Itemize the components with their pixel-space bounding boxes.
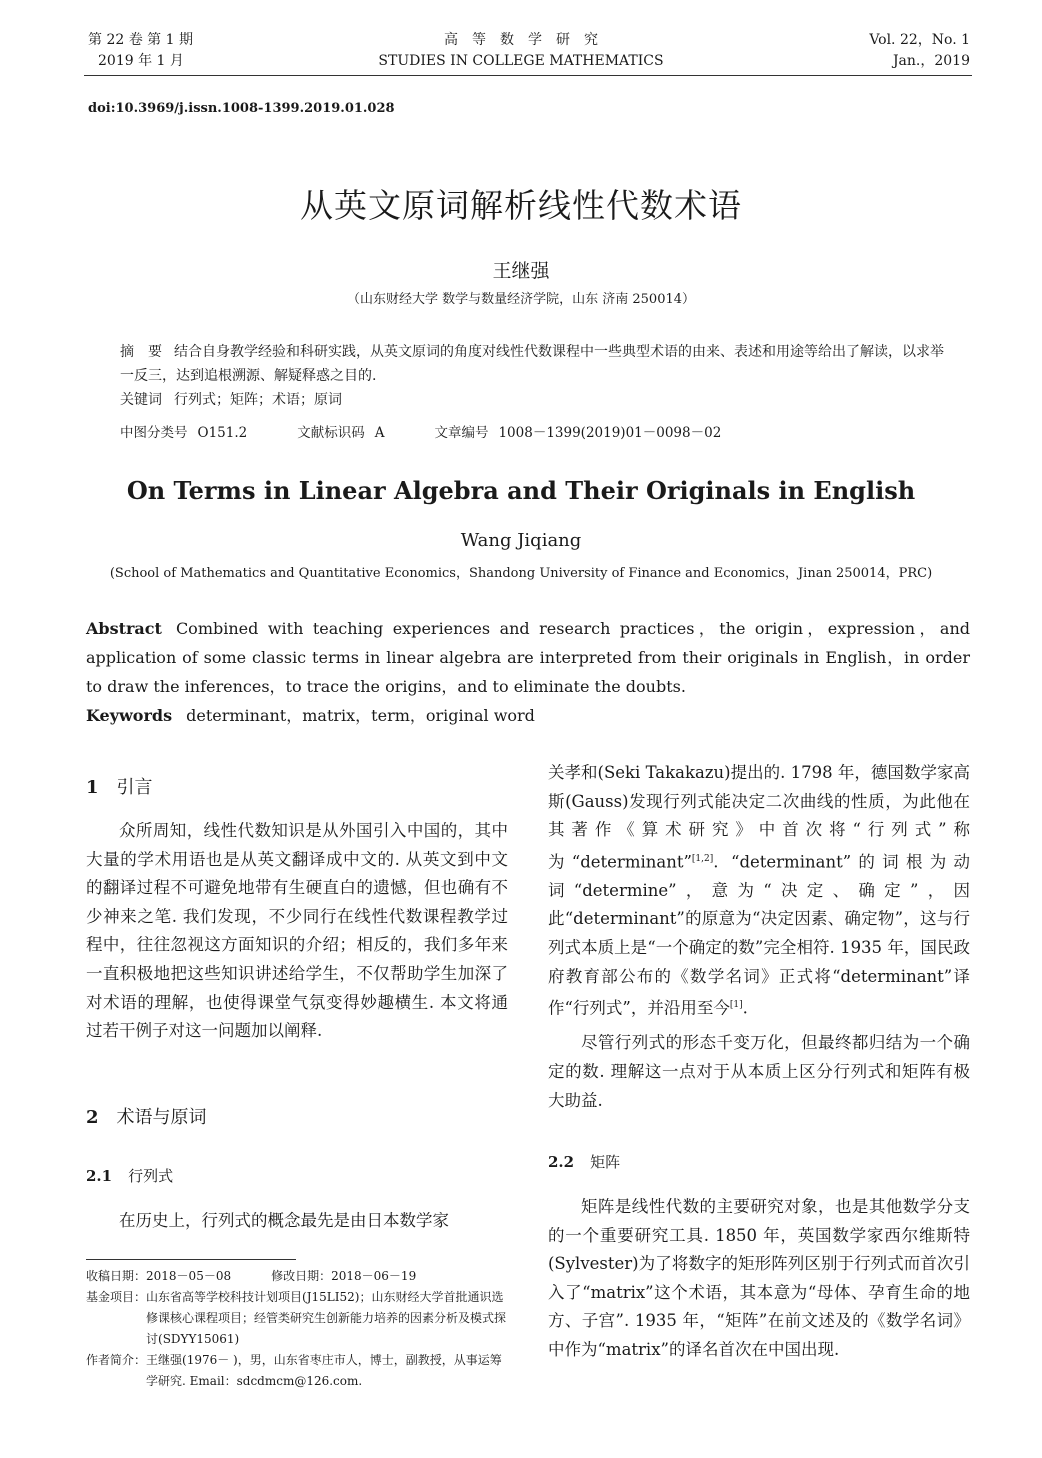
bio-row [86, 1350, 510, 1392]
affiliation-en: (School of Mathematics and Quantitative Economics，Shandong University of Finance and Economics，Jinan 250014，PRC) [109, 566, 933, 581]
section-2-2-body [548, 1193, 970, 1365]
section-2-2-heading [548, 1151, 620, 1172]
fund-label: 基金项目： [86, 1290, 147, 1304]
section-2-1-heading [86, 1165, 173, 1186]
section-2-1-title: 行列式 [128, 1167, 174, 1185]
section-2-1-paragraph-continued [548, 759, 970, 1023]
citation-1-2: [1,2] [691, 853, 714, 864]
dates-row [86, 1266, 510, 1287]
keywords-en-text: determinant，matrix，term，original word [186, 706, 535, 725]
doc-code-label: 文献标识码 [297, 425, 365, 441]
clc-label: 中图分类号 [120, 425, 188, 441]
affiliation-cn: （山东财经大学 数学与数量经济学院，山东 济南 250014） [346, 292, 696, 307]
section-2-number: 2 [86, 1107, 99, 1128]
clc-value: O151.2 [197, 425, 248, 441]
doc-code-group [297, 421, 384, 441]
abstract-cn [120, 340, 950, 412]
section-2-1-paragraph-2: 尽管行列式的形态千变万化，但最终都归结为一个确定的数. 理解这一点对于从本质上区分行列式和矩阵有极大助益. [548, 1033, 970, 1110]
article-number-value: 1008－1399(2019)01－0098－02 [498, 425, 722, 441]
abstract-en [86, 614, 970, 730]
section-2-1-number: 2.1 [86, 1167, 113, 1185]
keywords-en [86, 701, 970, 730]
revised-label: 修改日期： [271, 1269, 332, 1283]
received-label: 收稿日期： [86, 1269, 147, 1283]
bio-text: 王继强(1976－ )，男，山东省枣庄市人，博士，副教授，从事运筹学研究. Email：sdcdmcm@126.com. [146, 1353, 502, 1388]
keywords-cn [120, 388, 950, 412]
clc-group [120, 421, 247, 441]
abstract-en-label: Abstract [86, 619, 162, 638]
section-2-2-number: 2.2 [548, 1153, 575, 1171]
paper-title-en: On Terms in Linear Algebra and Their Originals in English [126, 476, 916, 505]
journal-volume-issue-en [869, 30, 970, 72]
section-2-1-text-a: 关孝和(Seki Takakazu)提出的. 1798 年，德国数学家高斯(Gauss)发现行列式能决定二次曲线的性质，为此他在其著作《算术研究》中首次将“行列式”称为“determinant” [548, 763, 970, 872]
section-2-1-paragraph-start: 在历史上，行列式的概念最先是由日本数学家 [119, 1211, 449, 1230]
footnote-divider [86, 1259, 296, 1260]
section-2-2-title: 矩阵 [590, 1153, 621, 1171]
abstract-en-text: Combined with teaching experiences and research practices，the origin，expression，and application of some classic terms in linear algebra are interpreted from their originals in English，in order to draw the inferences，to trace the origins，and to eliminate the doubts. [86, 619, 970, 696]
volume-issue-en: Vol. 22，No. 1 [869, 32, 970, 48]
revised-date: 2018－06－19 [331, 1269, 417, 1283]
keywords-cn-label: 关键词 [120, 392, 162, 408]
section-2-title: 术语与原词 [116, 1107, 207, 1128]
journal-name-cn: 高 等 数 学 研 究 [444, 32, 598, 48]
bio-label: 作者简介： [86, 1353, 147, 1367]
fund-row [86, 1287, 510, 1350]
section-1-paragraph: 众所周知，线性代数知识是从外国引入中国的，其中大量的学术用语也是从英文翻译成中文的. 从英文到中文的翻译过程不可避免地带有生硬直白的遗憾，但也确有不少神来之笔. 我们发现，不少同行在线性代数课程教学过程中，往往忽视这方面知识的介绍；相反的，我们多年来一直积极地把这些知识讲述给学生，不仅帮助学生加深了对术语的理解，也使得课堂气氛变得妙趣横生. 本文将通过若干例子对这一问题加以阐释. [86, 821, 508, 1041]
paper-title-cn: 从英文原词解析线性代数术语 [300, 186, 742, 225]
date-cn: 2019 年 1 月 [98, 53, 184, 69]
keywords-en-label: Keywords [86, 706, 173, 725]
section-2-1-body-left [86, 1207, 508, 1236]
abstract-cn-label: 摘 要 [120, 344, 162, 360]
abstract-cn-para [120, 340, 950, 388]
abstract-en-para [86, 614, 970, 701]
section-2-2-paragraph: 矩阵是线性代数的主要研究对象，也是其他数学分支的一个重要研究工具. 1850 年，英国数学家西尔维斯特(Sylvester)为了将数字的矩形阵列区别于行列式而首次引入了“matrix”这个术语，其本意为“母体、孕育生命的地方、子宫”. 1935 年，“矩阵”在前文述及的《数学名词》中作为“matrix”的译名首次在中国出现. [548, 1197, 970, 1359]
article-number-label: 文章编号 [434, 425, 489, 441]
section-2-1-body-right [548, 759, 970, 1115]
footnotes [86, 1266, 510, 1392]
doi: doi:10.3969/j.issn.1008-1399.2019.01.028 [88, 101, 395, 116]
received-date: 2018－05－08 [146, 1269, 232, 1283]
section-2-heading [86, 1103, 207, 1129]
section-1-title: 引言 [116, 777, 153, 798]
section-1-heading [86, 773, 153, 799]
header-divider [84, 75, 972, 76]
volume-issue-cn: 第 22 卷 第 1 期 [88, 32, 193, 48]
section-1-body [86, 817, 508, 1046]
doc-code-value: A [374, 425, 385, 441]
classification-row [120, 421, 950, 441]
date-en: Jan.，2019 [892, 53, 970, 69]
section-1-number: 1 [86, 777, 99, 798]
abstract-cn-text: 结合自身教学经验和科研实践，从英文原词的角度对线性代数课程中一些典型术语的由来、表述和用途等给出了解读，以求举一反三，达到追根溯源、解疑释惑之目的. [120, 344, 944, 384]
fund-text: 山东省高等学校科技计划项目(J15LI52)；山东财经大学首批通识选修课核心课程项目；经管类研究生创新能力培养的因素分析及模式探讨(SDYY15061) [146, 1290, 507, 1346]
section-2-1-text-b: . “determinant”的词根为动词“determine”，意为“决定、确定”，因此“determinant”的原意为“决定因素、确定物”，这与行列式本质上是“一个确定的数”完全相符. 1935 年，国民政府教育部公布的《数学名词》正式将“determinant”译作“行列式”，并沿用至今 [548, 852, 970, 1018]
citation-1: [1] [729, 1000, 743, 1011]
author-cn: 王继强 [492, 260, 550, 282]
author-en: Wang Jiqiang [460, 530, 582, 551]
article-number-group [434, 421, 721, 441]
keywords-cn-text: 行列式；矩阵；术语；原词 [174, 392, 342, 408]
journal-name-en: STUDIES IN COLLEGE MATHEMATICS [378, 53, 664, 69]
section-2-1-text-c: . [742, 998, 748, 1018]
